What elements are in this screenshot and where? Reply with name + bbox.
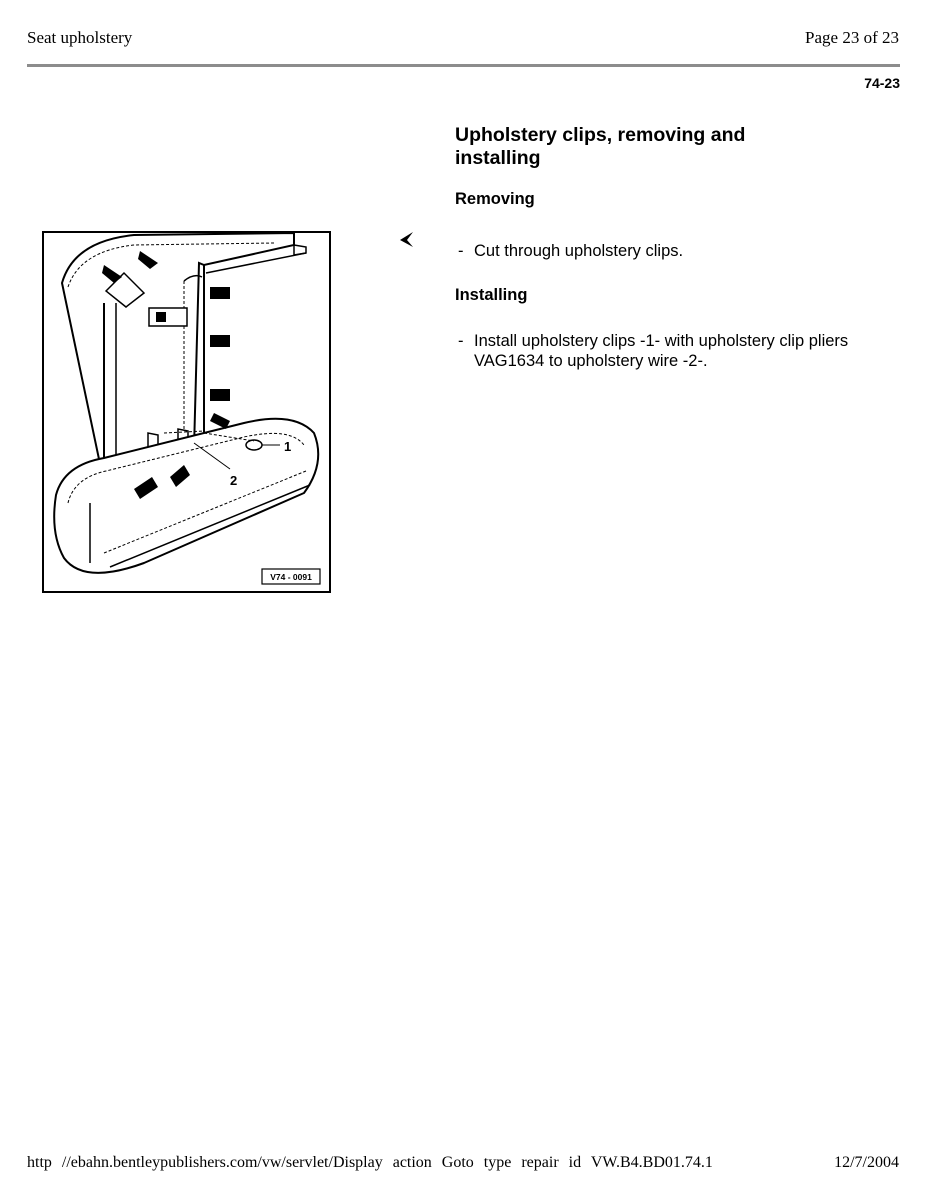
installing-step [458, 331, 858, 371]
step-text: Install upholstery clips -1- with upholstery clip pliers VAG1634 to upholstery wire -2-. [474, 332, 849, 370]
seat-illustration [42, 231, 331, 593]
header-divider [27, 64, 900, 67]
removing-heading: Removing [455, 190, 535, 208]
section-title: Upholstery clips, removing and installing [455, 124, 746, 169]
step-text: Cut through upholstery clips. [474, 242, 684, 260]
pointer-arrow-icon [398, 230, 418, 255]
removing-step [458, 241, 858, 261]
section-number: 74-23 [864, 75, 900, 91]
page-header-title: Seat upholstery [27, 28, 133, 47]
footer-url: http //ebahn.bentleypublishers.com/vw/servlet/Display action Goto type repair id VW.B4.BD01.74.1 [27, 1154, 713, 1171]
step-dash: - [458, 242, 464, 260]
callout-2: 2 [230, 473, 238, 488]
installing-heading: Installing [455, 286, 528, 304]
page-number: Page 23 of 23 [805, 28, 899, 47]
step-dash: - [458, 332, 464, 350]
figure-code: V74 - 0091 [270, 572, 312, 582]
callout-1: 1 [284, 439, 292, 454]
footer-date: 12/7/2004 [834, 1154, 899, 1171]
